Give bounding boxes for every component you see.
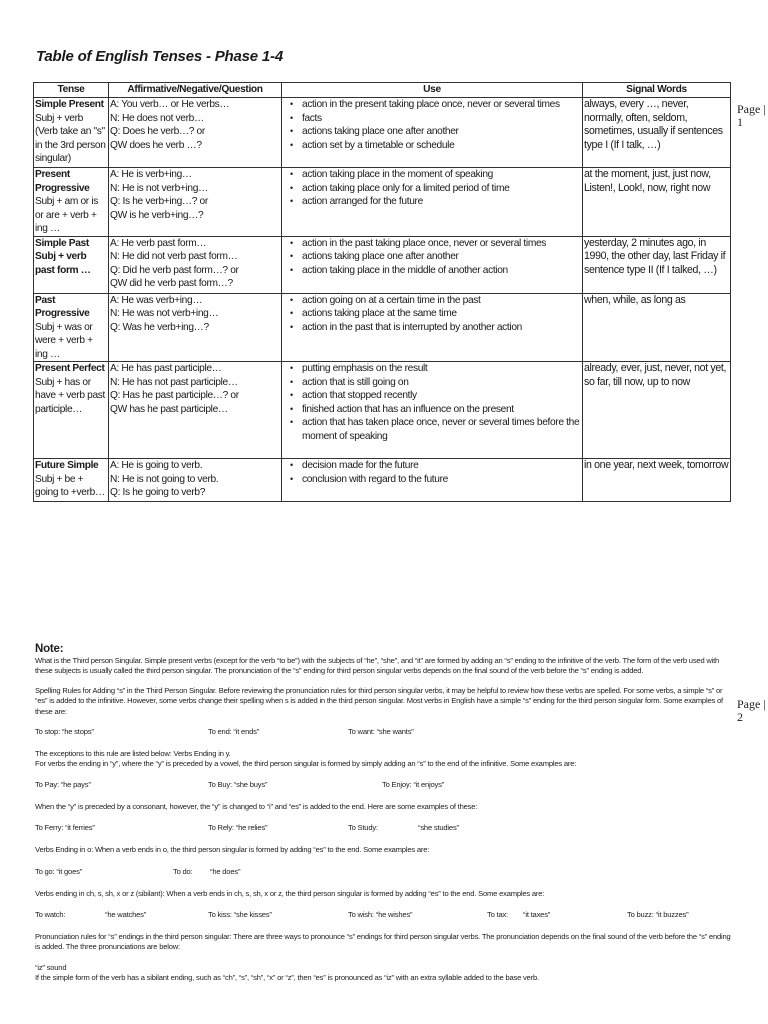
form-line: N: He was not verb+ing… (110, 308, 219, 319)
tense-structure: ing … (35, 348, 60, 360)
page-label-text: Page | (737, 102, 766, 116)
header-forms: Affirmative/Negative/Question (109, 83, 282, 98)
form-line: QW has he past participle… (110, 403, 228, 415)
example-item: To Rely: “he relies” (208, 823, 268, 833)
tense-name: Present Perfect (35, 363, 105, 374)
example-item: To Buy: “she buys” (208, 779, 268, 789)
use-item: • action that stopped recently (283, 389, 581, 403)
form-line: QW does he verb …? (110, 139, 202, 151)
tense-cell (34, 236, 109, 293)
note-paragraph: Pronunciation rules for “s” endings in the third person singular: There are three ways to pronounce “s” endings for third person singular verbs. The pronunciation depends on the final sound of the verb before the “s” ending is added. The three pronunciations are below: (35, 932, 731, 952)
tense-structure: or are + verb + (35, 209, 97, 221)
use-item: • decision made for the future (283, 459, 581, 473)
header-tense: Tense (34, 83, 109, 98)
tense-structure: participle… (35, 403, 83, 415)
page-label-text: Page | (737, 697, 766, 711)
example-item: To watch: (35, 910, 66, 920)
use-item: • action going on at a certain time in the past (283, 294, 581, 308)
use-item: • action in the past that is interrupted by another action (283, 321, 581, 335)
table-row (34, 98, 731, 168)
signal-words-cell: at the moment, just, just now, Listen!, Look!, now, right now (583, 168, 731, 237)
note-paragraph: If the simple form of the verb has a sibilant ending, such as “ch”, “s”, “sh”, “x” or “z”, then “es” is pronounced as “iz” with an extra syllable added to the base verb. (35, 973, 539, 983)
form-line: A: You verb… or He verbs… (110, 99, 230, 110)
document-title: Table of English Tenses - Phase 1-4 (36, 48, 283, 65)
use-item: • facts (283, 112, 581, 126)
note-paragraph: Verbs ending in ch, s, sh, x or z (sibilant): When a verb ends in ch, s, sh, x or z, the third person singular is formed by adding “es” to the end. Some examples are: (35, 888, 545, 898)
example-item: To go: “it goes” (35, 866, 83, 876)
use-item: • actions taking place one after another (283, 125, 581, 139)
example-item: “it taxes” (523, 910, 551, 920)
form-line: QW is he verb+ing…? (110, 209, 204, 221)
page-number: 1 (737, 115, 743, 129)
example-item: To wish: “he wishes” (348, 910, 413, 920)
forms-cell (109, 293, 282, 362)
tense-structure: Subj + be + (35, 473, 84, 485)
tense-structure: (Verb take an "s" (35, 126, 105, 137)
form-line: Q: Has he past participle…? or (110, 390, 239, 401)
example-item: “she studies” (418, 823, 459, 833)
use-cell (282, 98, 583, 168)
form-line: Q: Is he verb+ing…? or (110, 196, 208, 207)
form-line: QW did he verb past form…? (110, 278, 233, 289)
table-row (34, 236, 731, 293)
use-item: • actions taking place at the same time (283, 307, 581, 321)
example-item: To tax: (487, 910, 508, 920)
tense-name: Past Progressive (35, 294, 90, 319)
form-line: A: He verb past form… (110, 237, 207, 249)
tense-structure: in the 3rd person (35, 139, 106, 151)
forms-cell (109, 459, 282, 502)
example-item: To end: “it ends” (208, 727, 260, 737)
note-paragraph: The exceptions to this rule are listed below: Verbs Ending in y. (35, 749, 231, 759)
use-item: • action set by a timetable or schedule (283, 139, 581, 153)
tense-name: Present Progressive (35, 169, 90, 194)
signal-words-cell: in one year, next week, tomorrow (583, 459, 731, 502)
table-row (34, 362, 731, 459)
form-line: A: He is verb+ing… (110, 169, 192, 180)
example-item: To do: (173, 866, 193, 876)
form-line: N: He does not verb… (110, 112, 204, 124)
use-item: • action taking place in the middle of another action (283, 264, 581, 278)
tense-structure: Subj + am or is (35, 196, 98, 207)
forms-cell (109, 168, 282, 237)
tense-structure: ing … (35, 223, 60, 234)
use-item: • finished action that has an influence on the present (283, 403, 581, 417)
tense-structure: Subj + was or (35, 321, 93, 333)
example-item: To Pay: “he pays” (35, 779, 91, 789)
form-line: Q: Was he verb+ing…? (110, 321, 209, 333)
use-item: • conclusion with regard to the future (283, 473, 581, 487)
use-item: • action taking place in the moment of speaking (283, 168, 581, 182)
tense-cell (34, 168, 109, 237)
table-row (34, 293, 731, 362)
use-cell (282, 236, 583, 293)
header-signal-words: Signal Words (583, 83, 731, 98)
form-line: Q: Did he verb past form…? or (110, 264, 239, 276)
note-heading: Note: (35, 643, 64, 655)
use-cell (282, 459, 583, 502)
example-item: To kiss: “she kisses” (208, 910, 272, 920)
signal-words-cell: when, while, as long as (583, 293, 731, 362)
tense-name: Future Simple (35, 460, 99, 471)
header-use: Use (282, 83, 583, 98)
use-cell (282, 293, 583, 362)
use-item: • actions taking place one after another (283, 250, 581, 264)
form-line: A: He was verb+ing… (110, 294, 203, 306)
use-item: • action in the present taking place once, never or several times (283, 98, 581, 112)
example-item: “he does” (210, 866, 241, 876)
page-number: 2 (737, 710, 743, 724)
note-paragraph: When the “y” is preceded by a consonant, however, the “y” is changed to “i” and “es” is added to the end. Here are some examples of these: (35, 801, 478, 811)
tense-cell (34, 293, 109, 362)
note-paragraph: What is the Third person Singular. Simple present verbs (except for the verb “to be”) with the subjects of “he”, “she”, and “it” are formed by adding an “s” ending to the infinitive of the verb. The form of the verb used with these subjects is usually called the third person singular. The pronunciation of the “s” ending for third person singular verbs depends on the final sound of the verb before the “s” ending is added. (35, 656, 720, 676)
form-line: N: He did not verb past form… (110, 251, 238, 262)
forms-cell (109, 236, 282, 293)
tense-name: Simple Present (35, 99, 104, 110)
forms-cell (109, 98, 282, 168)
page-number-label (737, 698, 766, 724)
form-line: Q: Does he verb…? or (110, 126, 205, 137)
note-paragraph: Spelling Rules for Adding “s” in the Third Person Singular. Before reviewing the pronunciation rules for third person singular verbs, it may be helpful to review how these verbs are spelled. For some verbs, a simple “s” or “es” is added to the infinitive. However, some verbs change their spelling when s is added in the third person singular. Most verbs in English have a simple “s” ending for the third person singular form. Some examples of these are: (35, 685, 723, 716)
tense-cell (34, 98, 109, 168)
use-item: • action in the past taking place once, never or several times (283, 237, 581, 251)
tense-structure: Subj + verb (35, 251, 87, 262)
note-paragraph: For verbs the ending in “y”, where the “y” is preceded by a vowel, the third person singular is formed by simply adding an “s” to the end of the infinitive. Some examples are: (35, 759, 577, 769)
table-header-row (34, 83, 731, 98)
example-item: To stop: “he stops” (35, 727, 94, 737)
tense-structure: past form … (35, 264, 91, 276)
tense-name: Simple Past (35, 237, 89, 249)
example-item: To want: “she wants” (348, 727, 414, 737)
tense-structure: have + verb past (35, 390, 106, 401)
example-row (35, 823, 735, 834)
tense-cell (34, 362, 109, 459)
note-subheading: “iz” sound (35, 962, 67, 972)
example-item: “he watches” (105, 910, 147, 920)
form-line: Q: Is he going to verb? (110, 487, 206, 498)
page-number-label (737, 103, 766, 129)
example-row (35, 727, 735, 738)
tense-structure: going to +verb… (35, 487, 105, 498)
form-line: N: He is not verb+ing… (110, 182, 208, 194)
example-row (35, 867, 735, 878)
use-cell (282, 168, 583, 237)
use-cell (282, 362, 583, 459)
form-line: A: He has past participle… (110, 363, 222, 374)
use-item: • putting emphasis on the result (283, 362, 581, 376)
example-item: To Enjoy: “it enjoys” (382, 779, 445, 789)
tense-structure: were + verb + (35, 335, 93, 346)
signal-words-cell: yesterday, 2 minutes ago, in 1990, the other day, last Friday if sentence type II (If I talked, …) (583, 236, 731, 293)
form-line: N: He has not past participle… (110, 376, 238, 388)
table-row (34, 459, 731, 502)
tense-structure: Subj + verb (35, 112, 83, 124)
use-item: • action taking place only for a limited period of time (283, 182, 581, 196)
example-row (35, 780, 735, 791)
note-section (35, 643, 735, 984)
forms-cell (109, 362, 282, 459)
note-paragraph: Verbs Ending in o: When a verb ends in o, the third person singular is formed by adding “es” to the end. Some examples are: (35, 845, 430, 855)
tense-cell (34, 459, 109, 502)
example-item: To Ferry: “it ferries” (35, 823, 95, 833)
use-item: • action that has taken place once, never or several times before the moment of speaking (283, 416, 581, 443)
signal-words-cell: already, ever, just, never, not yet, so far, till now, up to now (583, 362, 731, 459)
tenses-table (33, 82, 731, 502)
use-item: • action that is still going on (283, 376, 581, 390)
table-row (34, 168, 731, 237)
tense-structure: singular) (35, 153, 71, 164)
form-line: A: He is going to verb. (110, 460, 203, 471)
use-item: • action arranged for the future (283, 195, 581, 209)
tense-structure: Subj + has or (35, 376, 91, 388)
example-item: To Study: (348, 823, 378, 833)
example-item: To buzz: “it buzzes” (627, 910, 689, 920)
example-row (35, 910, 735, 921)
form-line: N: He is not going to verb. (110, 473, 219, 485)
signal-words-cell: always, every …, never, normally, often, seldom, sometimes, usually if sentences type I (If I talk, …) (583, 98, 731, 168)
